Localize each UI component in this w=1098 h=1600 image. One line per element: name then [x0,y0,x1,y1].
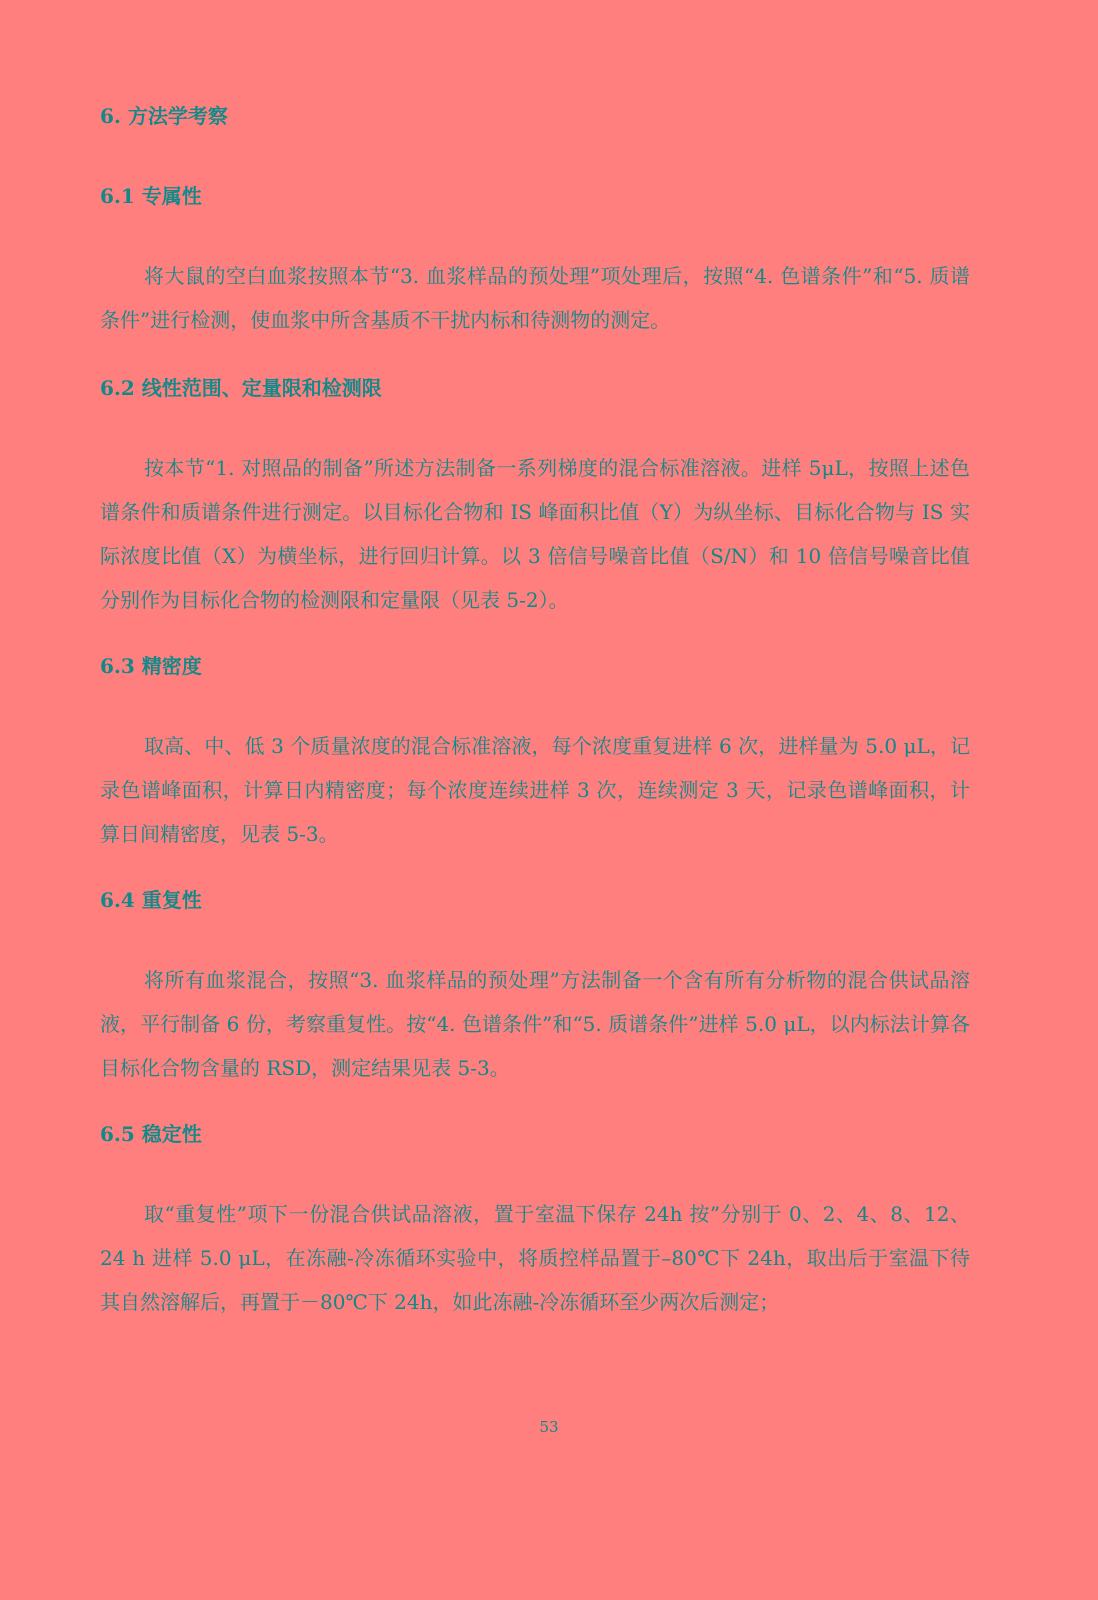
paragraph-specificity: 将大鼠的空白血浆按照本节“3. 血浆样品的预处理”项处理后，按照“4. 色谱条件”和“5. 质谱条件”进行检测，使血浆中所含基质不干扰内标和待测物的测定。 [100,264,970,332]
paragraph-stability: 取“重复性”项下一份混合供试品溶液，置于室温下保存 24h 按”分别于 0、2、4、8、12、24 h 进样 5.0 μL，在冻融-冷冻循环实验中，将质控样品置于–80℃下 24h，取出后于室温下待其自然溶解后，再置于－80℃下 24h，如此冻融-冷冻循环至少两次后测定； [100,1202,970,1314]
paragraph-linearity: 按本节“1. 对照品的制备”所述方法制备一系列梯度的混合标准溶液。进样 5μL，按照上述色谱条件和质谱条件进行测定。以目标化合物和 IS 峰面积比值（Y）为纵坐标、目标化合物与 IS 实际浓度比值（X）为横坐标，进行回归计算。以 3 倍信号噪音比值（S/N）和 10 倍信号噪音比值分别作为目标化合物的检测限和定量限（见表 5-2）。 [100,456,970,612]
subsection-heading-6-2: 6.2 线性范围、定量限和检测限 [100,376,382,400]
subsection-heading-6-4: 6.4 重复性 [100,888,202,912]
subsection-heading-6-3: 6.3 精密度 [100,654,202,678]
subsection-heading-6-1: 6.1 专属性 [100,184,202,208]
subsection-heading-6-5: 6.5 稳定性 [100,1122,202,1146]
section-title: 6. 方法学考察 [100,104,228,128]
paragraph-precision: 取高、中、低 3 个质量浓度的混合标准溶液，每个浓度重复进样 6 次，进样量为 5.0 μL，记录色谱峰面积，计算日内精密度；每个浓度连续进样 3 次，连续测定 3 天，记录色谱峰面积，计算日间精密度，见表 5-3。 [100,734,970,846]
page-number: 53 [539,1418,559,1436]
paragraph-repeatability: 将所有血浆混合，按照“3. 血浆样品的预处理”方法制备一个含有所有分析物的混合供试品溶液，平行制备 6 份，考察重复性。按“4. 色谱条件”和“5. 质谱条件”进样 5.0 μL，以内标法计算各目标化合物含量的 RSD，测定结果见表 5-3。 [100,968,970,1080]
